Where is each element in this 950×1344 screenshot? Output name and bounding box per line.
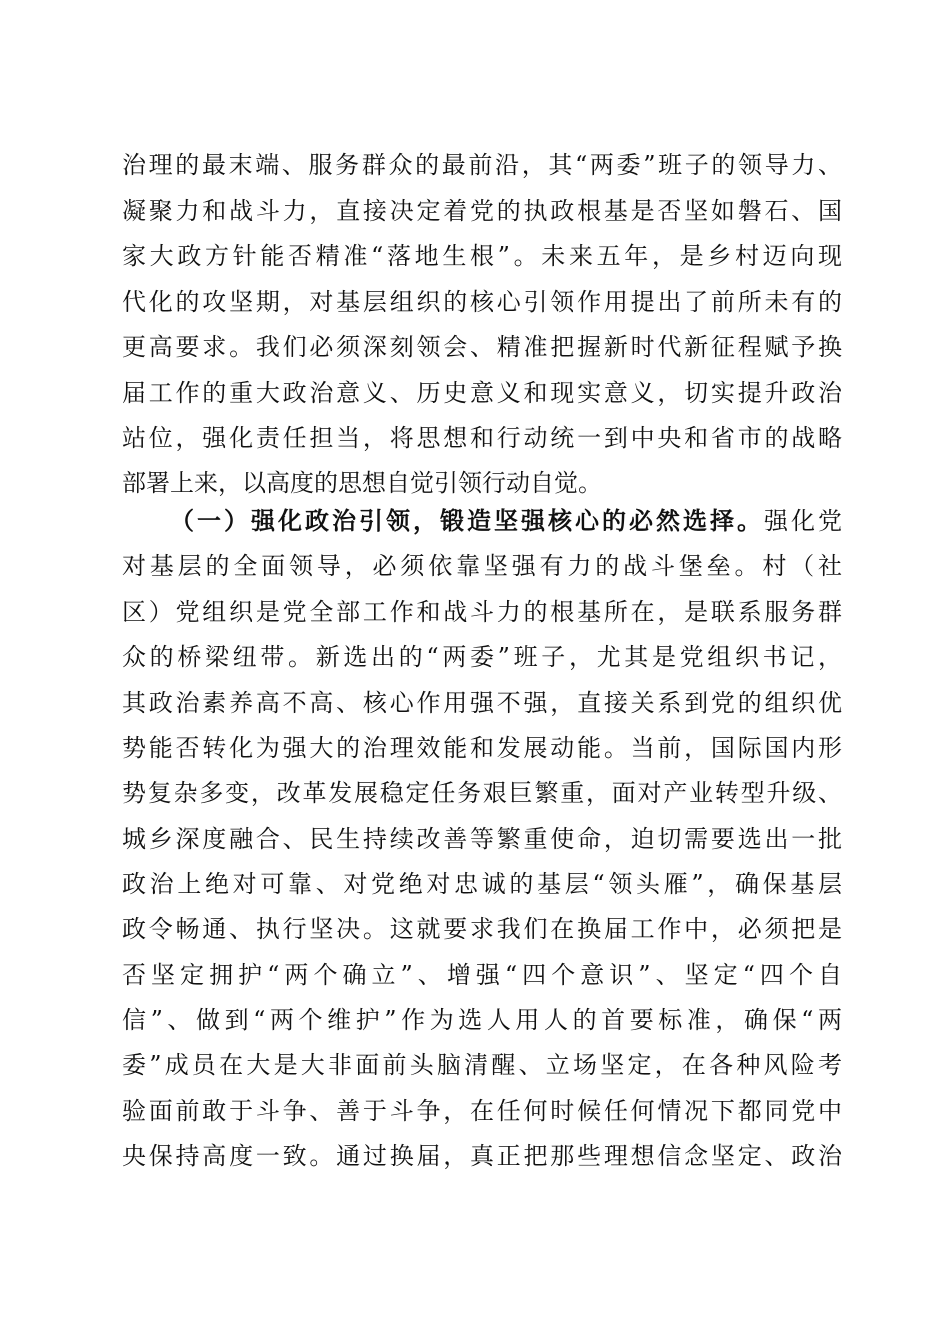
text-line: 政令畅通、执行坚决。这就要求我们在换届工作中，必须把是 xyxy=(122,915,842,943)
text-line: 验面前敢于斗争、善于斗争，在任何时候任何情况下都同党中 xyxy=(122,1097,842,1125)
text-line: 届工作的重大政治意义、历史意义和现实意义，切实提升政治 xyxy=(122,379,842,407)
text-line: 众的桥梁纽带。新选出的“两委”班子，尤其是党组织书记， xyxy=(122,643,842,671)
text-line: 政治上绝对可靠、对党绝对忠诚的基层“领头雁”，确保基层 xyxy=(122,870,842,898)
text-line: 治理的最末端、服务群众的最前沿，其“两委”班子的领导力、 xyxy=(122,151,842,179)
text-line: 站位，强化责任担当，将思想和行动统一到中央和省市的战略 xyxy=(122,424,842,452)
text-run: 强化党 xyxy=(764,507,842,535)
text-line: 代化的攻坚期，对基层组织的核心引领作用提出了前所未有的 xyxy=(122,288,842,316)
text-line: 势复杂多变，改革发展稳定任务艰巨繁重，面对产业转型升级、 xyxy=(122,779,842,807)
text-line: 委”成员在大是大非面前头脑清醒、立场坚定，在各种风险考 xyxy=(122,1051,842,1079)
text-line: 否坚定拥护“两个确立”、增强“四个意识”、坚定“四个自 xyxy=(122,961,842,989)
text-line: 势能否转化为强大的治理效能和发展动能。当前，国际国内形 xyxy=(122,734,842,762)
text-line: 对基层的全面领导，必须依靠坚强有力的战斗堡垒。村（社 xyxy=(122,552,842,580)
text-line: 信”、做到“两个维护”作为选人用人的首要标准，确保“两 xyxy=(122,1006,842,1034)
text-line: 央保持高度一致。通过换届，真正把那些理想信念坚定、政治 xyxy=(122,1142,842,1170)
text-line: 部署上来，以高度的思想自觉引领行动自觉。 xyxy=(122,469,602,497)
text-line: 其政治素养高不高、核心作用强不强，直接关系到党的组织优 xyxy=(122,689,842,717)
text-line: 更高要求。我们必须深刻领会、精准把握新时代新征程赋予换 xyxy=(122,333,842,361)
section-heading: （一）强化政治引领，锻造坚强核心的必然选择。 xyxy=(170,506,764,535)
text-line: 城乡深度融合、民生持续改善等繁重使命，迫切需要选出一批 xyxy=(122,825,842,853)
text-line: 区）党组织是党全部工作和战斗力的根基所在，是联系服务群 xyxy=(122,598,842,626)
text-line: 凝聚力和战斗力，直接决定着党的执政根基是否坚如磐石、国 xyxy=(122,197,842,225)
text-line: 家大政方针能否精准“落地生根”。未来五年，是乡村迈向现 xyxy=(122,242,842,270)
text-line xyxy=(170,504,842,538)
